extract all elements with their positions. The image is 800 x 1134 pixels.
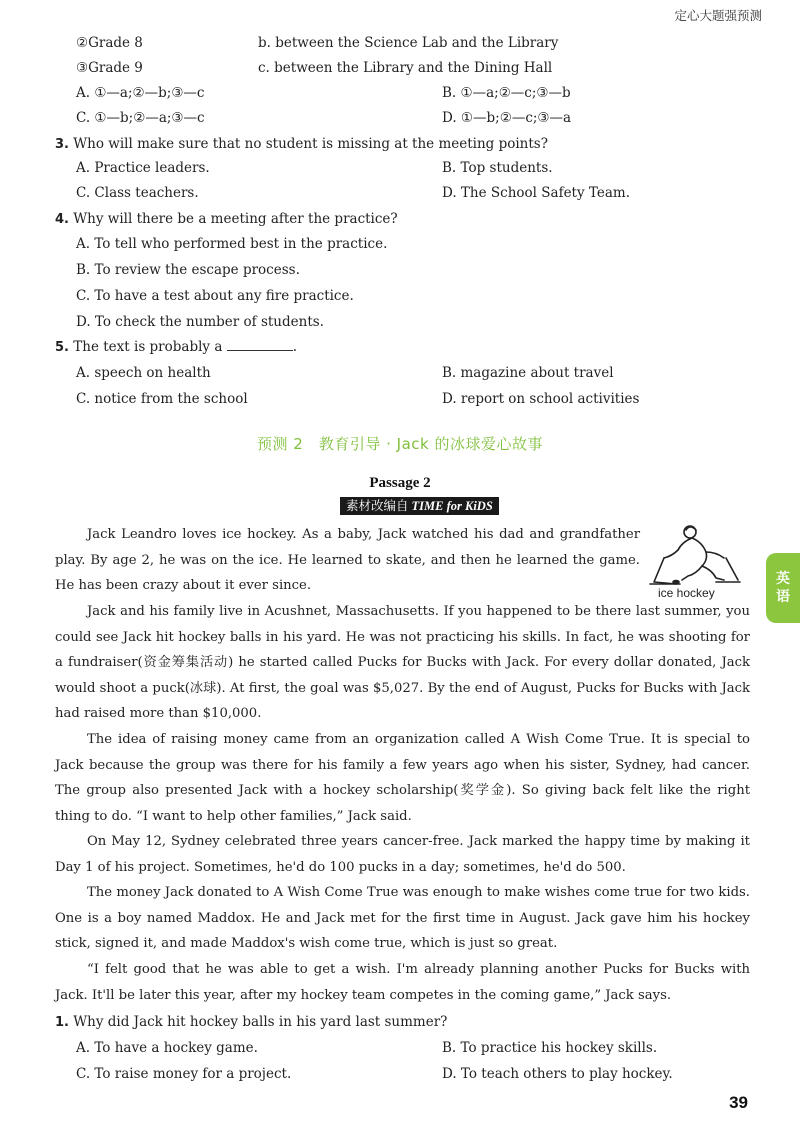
q4-option-b: B. To review the escape process.	[76, 262, 300, 278]
question-text: The text is probably a	[73, 339, 223, 355]
illustration-caption: ice hockey	[658, 586, 715, 600]
paragraph-6	[55, 957, 750, 1008]
q3-option-b: B. Top students.	[442, 160, 553, 176]
question-text-end: .	[292, 339, 297, 355]
q5-option-d: D. report on school activities	[442, 391, 640, 407]
q3-option-d: D. The School Safety Team.	[442, 185, 630, 201]
question-text: Why did Jack hit hockey balls in his yard last summer?	[73, 1014, 448, 1030]
paragraph-text: Jack Leandro loves ice hockey. As a baby, Jack watched his dad and grandfather play. By age 2, he was on the ice. He learned to skate, and then he learned the game. He has been crazy about it ever since.	[55, 527, 640, 593]
question-number: 1.	[55, 1015, 69, 1030]
section-title: 预测 2 教育引导 · Jack 的冰球爱心故事	[257, 435, 543, 453]
option-b: B. ①—a;②—c;③—b	[442, 85, 571, 101]
source-label	[340, 497, 499, 515]
q3-option-c: C. Class teachers.	[76, 185, 199, 201]
p2q1-option-c: C. To raise money for a project.	[76, 1066, 292, 1082]
question-number: 4.	[55, 212, 69, 227]
q5-option-a: A. speech on health	[76, 365, 211, 381]
question-text: Who will make sure that no student is missing at the meeting points?	[73, 136, 548, 152]
passage2-question-1	[55, 1013, 447, 1032]
paragraph-text: On May 12, Sydney celebrated three years cancer-free. Jack marked the happy time by making it Day 1 of his project. Sometimes, he'd do 100 pucks in a day; sometimes, he'd do 500.	[55, 834, 750, 875]
p2q1-option-b: B. To practice his hockey skills.	[442, 1040, 658, 1056]
paragraph-2	[55, 599, 750, 727]
q4-option-c: C. To have a test about any fire practice.	[76, 288, 354, 304]
question-number: 3.	[55, 137, 69, 152]
q4-option-a: A. To tell who performed best in the practice.	[76, 236, 388, 252]
answer-blank	[227, 338, 293, 351]
paragraph-text: The idea of raising money came from an organization called A Wish Come True. It is special to Jack because the group was there for his family a few years ago when his sister, Sydney, had cancer. The group also presented Jack with a hockey scholarship(奖学金). So giving back felt like the right thing to do. “I want to help other families,” Jack said.	[55, 732, 750, 824]
p2q1-option-d: D. To teach others to play hockey.	[442, 1066, 673, 1082]
p2q1-option-a: A. To have a hockey game.	[76, 1040, 258, 1056]
subject-tab-char-2: 语	[776, 589, 790, 605]
source-prefix: 素材改编自	[346, 498, 409, 513]
paragraph-1	[55, 522, 640, 599]
q5-option-c: C. notice from the school	[76, 391, 248, 407]
question-5	[55, 338, 297, 357]
match-right-1: b. between the Science Lab and the Library	[258, 35, 559, 51]
paragraph-5	[55, 880, 750, 957]
subject-tab	[766, 553, 800, 623]
q4-option-d: D. To check the number of students.	[76, 314, 324, 330]
page-number: 39	[729, 1093, 748, 1112]
paragraph-text: “I felt good that he was able to get a wish. I'm already planning another Pucks for Bucks with Jack. It'll be later this year, after my hockey team competes in the coming game,” Jack says.	[55, 962, 750, 1003]
match-right-2: c. between the Library and the Dining Hall	[258, 60, 553, 76]
hockey-player-icon	[646, 522, 750, 588]
question-4	[55, 210, 398, 229]
q5-option-b: B. magazine about travel	[442, 365, 614, 381]
paragraph-3	[55, 727, 750, 829]
option-a: A. ①—a;②—b;③—c	[76, 85, 205, 101]
option-c: C. ①—b;②—a;③—c	[76, 110, 205, 126]
question-text: Why will there be a meeting after the practice?	[73, 211, 398, 227]
question-number: 5.	[55, 340, 69, 355]
subject-tab-char-1: 英	[776, 571, 790, 587]
q3-option-a: A. Practice leaders.	[76, 160, 210, 176]
paragraph-text: The money Jack donated to A Wish Come True was enough to make wishes come true for two kids. One is a boy named Maddox. He and Jack met for the first time in August. Jack gave him his hockey stick, signed it, and made Maddox's wish come true, which is just so great.	[55, 885, 750, 951]
question-3	[55, 135, 548, 154]
paragraph-4	[55, 829, 750, 880]
header-title: 定心大题强预测	[674, 8, 762, 23]
match-left-1: ②Grade 8	[76, 35, 143, 51]
option-d: D. ①—b;②—c;③—a	[442, 110, 572, 126]
match-left-2: ③Grade 9	[76, 60, 143, 76]
source-italic: TIME for KiDS	[411, 499, 493, 513]
paragraph-text: Jack and his family live in Acushnet, Massachusetts. If you happened to be there last summer, you could see Jack hit hockey balls in his yard. He was not practicing his skills. In fact, he was shooting for a fundraiser(资金筹集活动) he started called Pucks for Bucks with Jack. For every dollar donated, Jack would shoot a puck(冰球). At first, the goal was $5,027. By the end of August, Pucks for Bucks with Jack had raised more than $10,000.	[55, 604, 750, 721]
passage-title: Passage 2	[369, 475, 431, 491]
